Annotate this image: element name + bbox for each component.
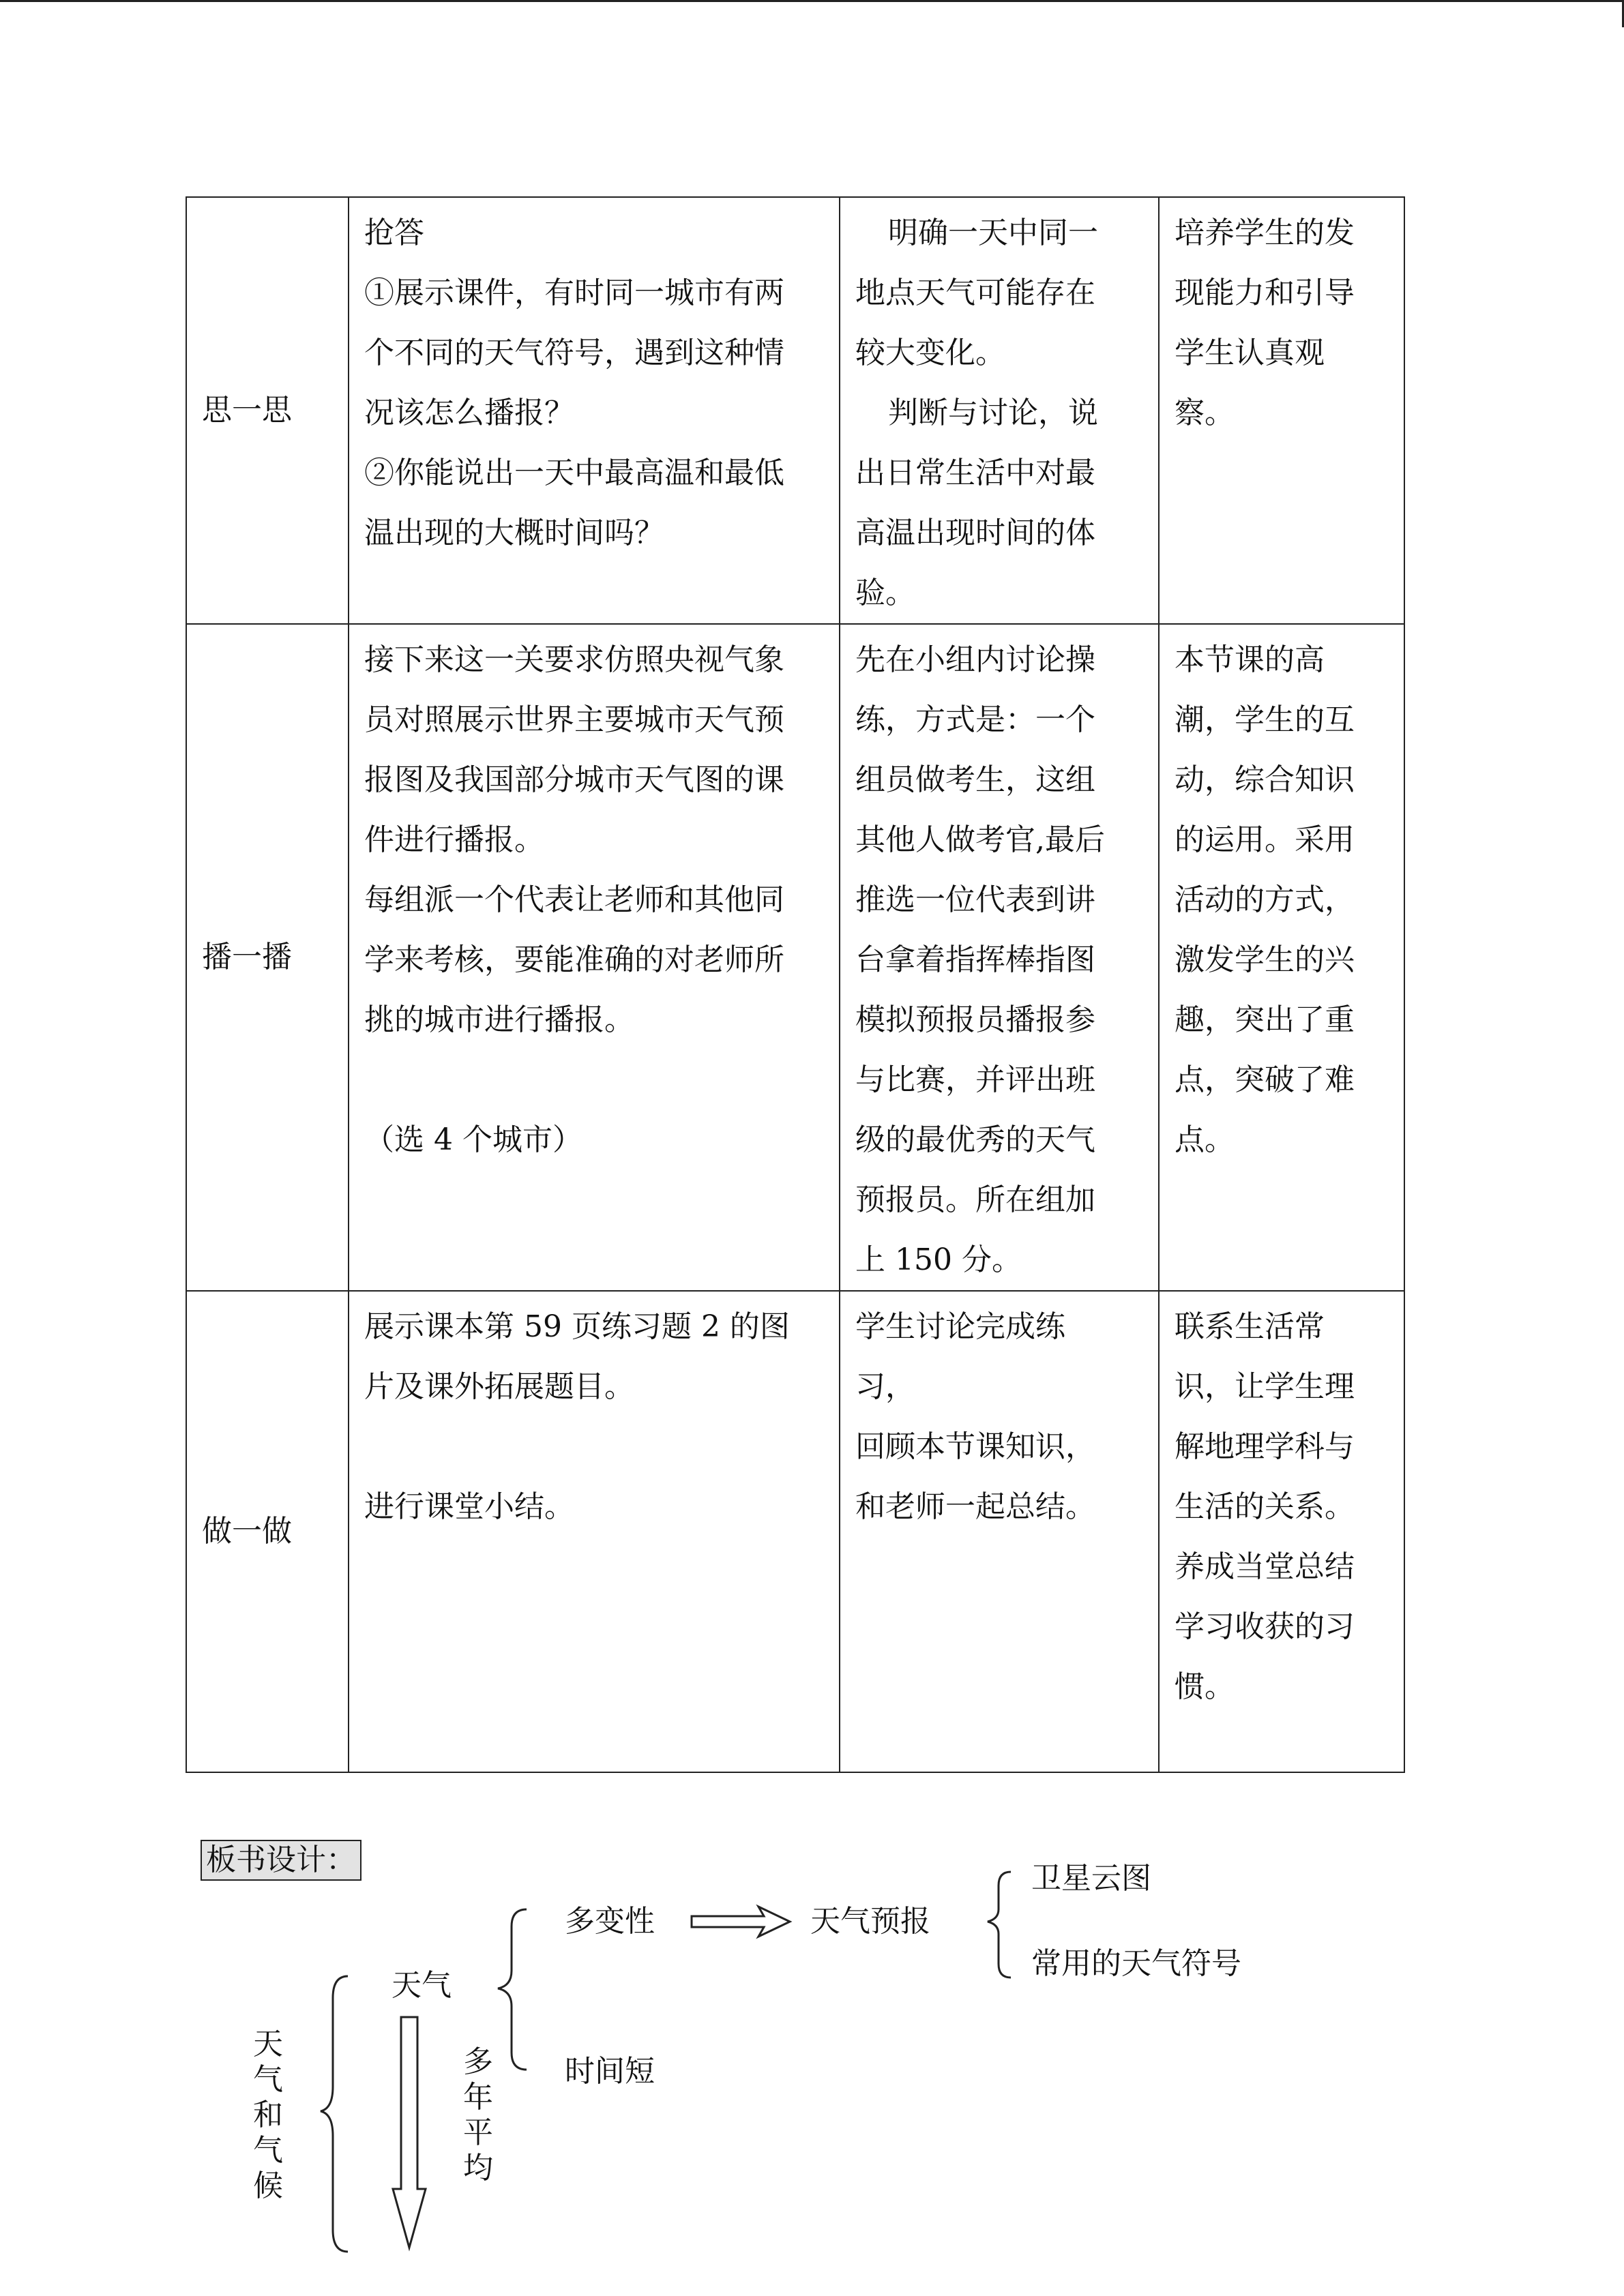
cell-line: 动，综合知识: [1175, 762, 1355, 797]
cell-line: 点，突破了难: [1175, 1062, 1355, 1097]
cell-line: 较大变化。: [855, 336, 1005, 370]
cell-line: 解地理学科与: [1175, 1429, 1355, 1464]
outer-brace: [321, 1976, 348, 2252]
teacher-cell: [349, 624, 840, 1291]
cell-line: 习，: [855, 1369, 915, 1404]
page-top-border: [0, 0, 1624, 2]
cell-line: 进行课堂小结。: [364, 1489, 574, 1524]
cell-line: 接下来这一关要求仿照央视气象: [364, 642, 784, 677]
cell-line: 推选一位代表到讲: [855, 882, 1095, 917]
cell-line: 挑的城市进行播报。: [364, 1002, 634, 1037]
cell-line: 联系生活常: [1175, 1309, 1325, 1344]
cell-line: 报图及我国部分城市天气图的课: [364, 762, 784, 797]
cell-line: 识，让学生理: [1175, 1369, 1355, 1404]
cell-line: 惯。: [1175, 1669, 1235, 1704]
cell-line: 明确一天中同一: [888, 215, 1098, 250]
cell-line: 出日常生活中对最: [855, 456, 1095, 490]
table-row: [186, 624, 1404, 1291]
cell-line: 激发学生的兴: [1175, 942, 1355, 977]
cell-line: 验。: [855, 576, 915, 610]
intent-cell: [1159, 1291, 1404, 1772]
cell-line: 件进行播报。: [364, 822, 544, 857]
cell-line: 点。: [1175, 1122, 1235, 1157]
lesson-table: [186, 196, 1405, 1773]
cell-line: 每组派一个代表让老师和其他同: [364, 882, 784, 917]
cell-line: 高温出现时间的体: [855, 516, 1095, 550]
cell-line: 台拿着指挥棒指图: [855, 942, 1095, 977]
cell-line: ①展示课件，有时同一城市有两: [364, 275, 784, 310]
cell-line: 和老师一起总结。: [855, 1489, 1095, 1524]
cell-line: 现能力和引导: [1175, 275, 1355, 310]
cell-line: 生活的关系。: [1175, 1489, 1355, 1524]
symbols-node: 常用的天气符号: [1031, 1946, 1241, 1981]
intent-cell: [1159, 197, 1404, 624]
cell-line: 练，方式是：一个: [855, 702, 1095, 737]
cell-line: 趣，突出了重: [1175, 1002, 1355, 1037]
student-cell: [840, 1291, 1159, 1772]
double-arrow-right: [692, 1907, 790, 1937]
short-time-node: 时间短: [565, 2054, 655, 2089]
variability-node: 多变性: [565, 1904, 655, 1939]
table-row: [186, 197, 1404, 624]
cell-line: 上 150 分。: [855, 1242, 1022, 1277]
cell-line: 员对照展示世界主要城市天气预: [364, 702, 784, 737]
cell-line: 学来考核，要能准确的对老师所: [364, 942, 784, 977]
cell-line: 与比赛，并评出班: [855, 1062, 1095, 1097]
stage-cell: 做一做: [186, 1291, 349, 1772]
cell-line: 的运用。采用: [1175, 822, 1355, 857]
root-node-vertical: [251, 2027, 285, 2204]
cell-line: 活动的方式，: [1175, 882, 1355, 917]
cell-line: 展示课本第 59 页练习题 2 的图: [364, 1309, 790, 1344]
forecast-brace: [988, 1872, 1011, 1978]
cell-line: 回顾本节课知识，: [855, 1429, 1095, 1464]
table-row: [186, 1291, 1404, 1772]
root-node-text: 天气和气候: [253, 2027, 283, 2203]
student-cell: [840, 197, 1159, 624]
blank-line: [364, 1417, 825, 1477]
cell-line: 预报员。所在组加: [855, 1182, 1095, 1217]
cell-line: 学生讨论完成练: [855, 1309, 1065, 1344]
stage-cell: 思一思: [186, 197, 349, 624]
weather-node: 天气: [392, 1968, 452, 2003]
cell-line: 判断与讨论，说: [888, 396, 1098, 430]
teacher-cell: [349, 1291, 840, 1772]
cell-line: 抢答: [364, 215, 424, 250]
cell-line: 组员做考生，这组: [855, 762, 1095, 797]
cell-line: （选 4 个城市）: [364, 1122, 582, 1157]
cell-line: 先在小组内讨论操: [855, 642, 1095, 677]
stage-cell: 播一播: [186, 624, 349, 1291]
forecast-node: 天气预报: [810, 1904, 930, 1939]
satellite-node: 卫星云图: [1031, 1861, 1151, 1896]
cell-line: 本节课的高: [1175, 642, 1325, 677]
student-cell: [840, 624, 1159, 1291]
cell-line: 况该怎么播报？: [364, 396, 574, 430]
blank-line: [364, 1050, 825, 1110]
weather-brace: [498, 1909, 527, 2070]
cell-line: 培养学生的发: [1175, 215, 1355, 250]
cell-line: 养成当堂总结: [1175, 1549, 1355, 1584]
cell-line: ②你能说出一天中最高温和最低: [364, 456, 784, 490]
multi-year-node-vertical: [461, 2044, 495, 2186]
cell-line: 察。: [1175, 396, 1235, 430]
cell-line: 学生认真观: [1175, 336, 1325, 370]
cell-line: 潮，学生的互: [1175, 702, 1355, 737]
cell-line: 个不同的天气符号，遇到这种情: [364, 336, 784, 370]
cell-line: 模拟预报员播报参: [855, 1002, 1095, 1037]
board-design-label: 板书设计：: [201, 1840, 361, 1881]
cell-line: 温出现的大概时间吗？: [364, 516, 664, 550]
cell-line: 地点天气可能存在: [855, 275, 1095, 310]
multi-year-node-text: 多年平均: [463, 2044, 493, 2186]
cell-line: 其他人做考官,最后: [855, 822, 1105, 857]
cell-line: 学习收获的习: [1175, 1609, 1355, 1644]
down-arrow: [393, 2017, 426, 2248]
teacher-cell: [349, 197, 840, 624]
cell-line: 片及课外拓展题目。: [364, 1369, 634, 1404]
cell-line: 级的最优秀的天气: [855, 1122, 1095, 1157]
intent-cell: [1159, 624, 1404, 1291]
